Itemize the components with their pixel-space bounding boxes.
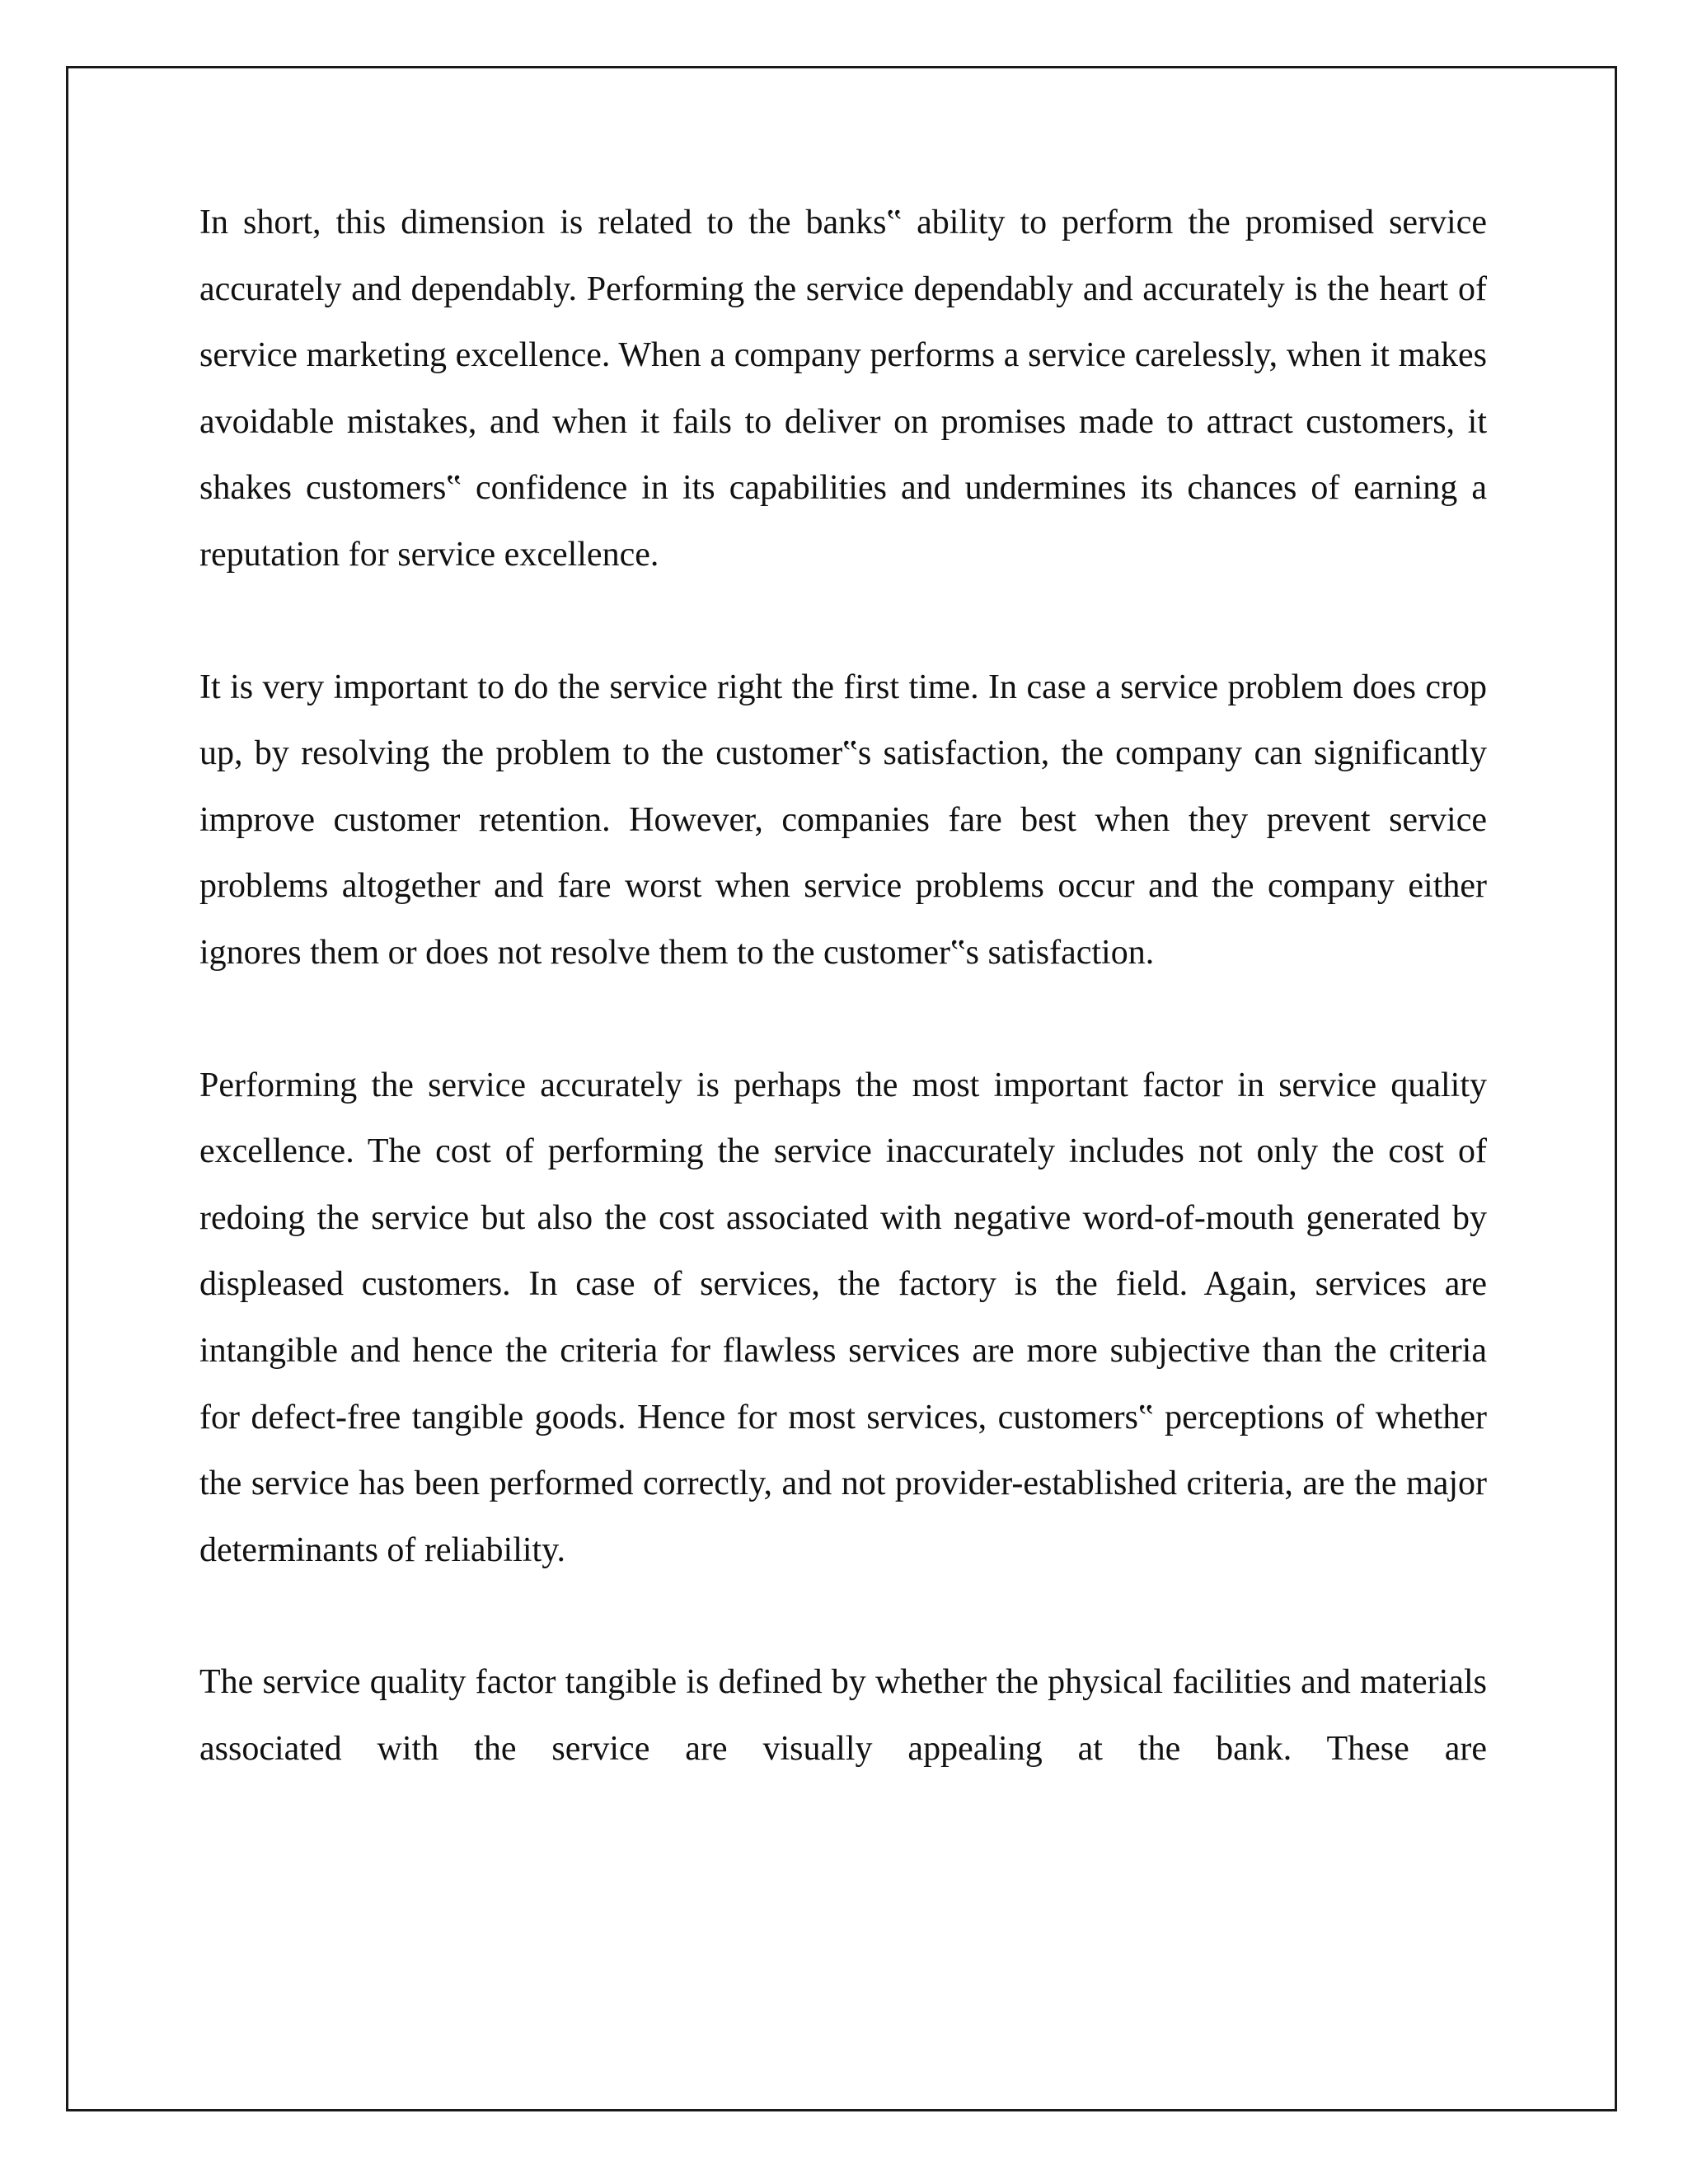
paragraph-reliability-definition: In short, this dimension is related to the banks‟ ability to perform the promised service accurately and dependably. Performing the service dependably and accurately is the heart of service marketing excellence. When a company performs a service carelessly, when it makes avoidable mistakes, and when it fails to deliver on promises made to attract customers, it shakes customers‟ confidence in its capabilities and undermines its chances of earning a reputation for service excellence. <box>199 204 1487 574</box>
paragraph-first-time-right: It is very important to do the service right the first time. In case a service problem does crop up, by resolving the problem to the customer‟s satisfaction, the company can significantly improve customer retention. However, companies fare best when they prevent service problems altogether and fare worst when service problems occur and the company either ignores them or does not resolve them to the customer‟s satisfaction. <box>199 668 1487 972</box>
paragraph-tangibles: The service quality factor tangible is defined by whether the physical facilities and materials associated with the service are visually appealing at the bank. These are <box>199 1663 1487 1768</box>
paragraph-accuracy-importance: Performing the service accurately is perhaps the most important factor in service quality excellence. The cost of performing the service inaccurately includes not only the cost of redoing the service but also the cost associated with negative word-of-mouth generated by displeased customers. In case of services, the factory is the field. Again, services are intangible and hence the criteria for flawless services are more subjective than the criteria for defect-free tangible goods. Hence for most services, customers‟ perceptions of whether the service has been performed correctly, and not provider-established criteria, are the major determinants of reliability. <box>199 1066 1487 1569</box>
document-body <box>199 190 1487 1782</box>
